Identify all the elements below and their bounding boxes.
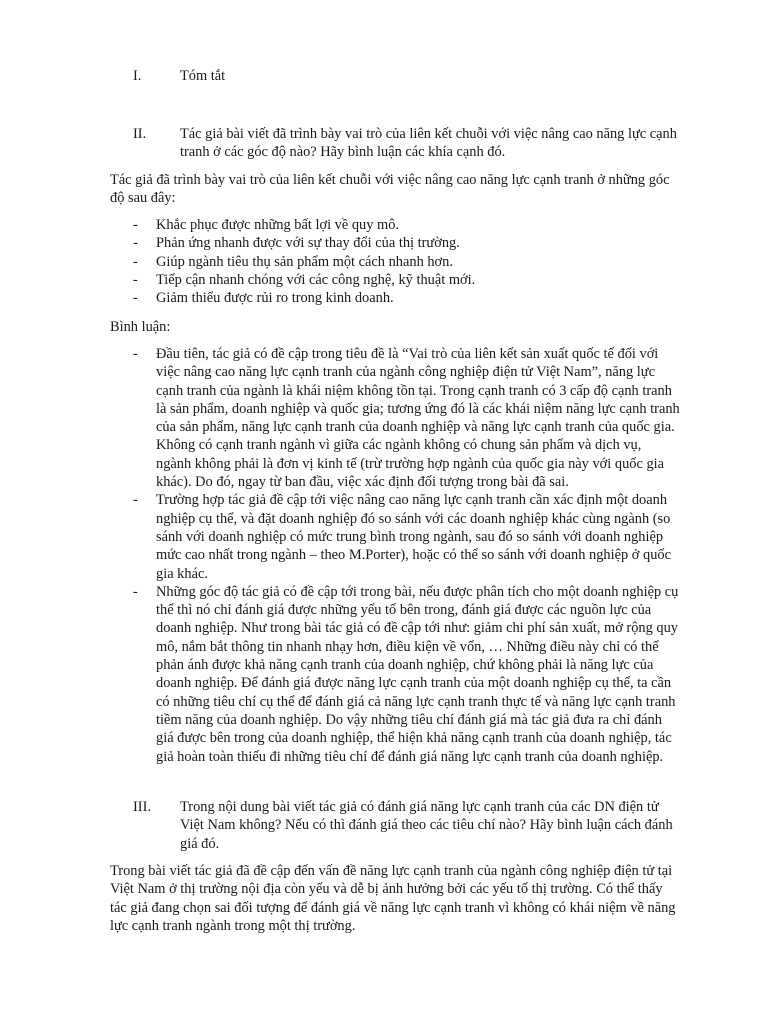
dash-bullet: - — [133, 253, 138, 270]
comment-label: Bình luận: — [110, 319, 171, 335]
comment-text: Đầu tiên, tác giả có đề cập trong tiêu đề là “Vai trò của liên kết sản xuất quốc tế đối với việc nâng cao năng lực cạnh tranh của ngành công nghiệp điện tử Việt Nam”, năng lực cạnh tranh của ngành là khái niệm không tồn tại. Trong cạnh tranh có 3 cấp độ cạnh tranh là sản phẩm, doanh nghiệp và quốc gia; tương ứng đó là các khái niệm năng lực cạnh tranh của sản phẩm, năng lực cạnh tranh của doanh nghiệp và năng lực cạnh tranh của quốc gia. Không có cạnh tranh ngành vì giữa các ngành không có chung sản phẩm và dịch vụ, ngành không phải là đơn vị kinh tế (trừ trường hợp ngành của quốc gia này với quốc gia khác). Do đó, ngay từ ban đầu, việc xác định đối tượng trong bài đã sai. — [156, 346, 680, 491]
section-3-question: Trong nội dung bài viết tác giả có đánh giá năng lực cạnh tranh của các DN điện tử Việt Nam không? Nếu có thì đánh giá theo các tiêu chí nào? Hãy bình luận cách đánh giá đó. — [180, 799, 673, 852]
comment-text: Trường hợp tác giả đề cập tới việc nâng cao năng lực cạnh tranh cần xác định một doanh nghiệp cụ thể, và đặt doanh nghiệp đó so sánh với các doanh nghiệp khác cùng ngành (so sánh với doanh nghiệp có mức trung bình trong ngành, sau đó so sánh với doanh nghiệp mức cao nhất trong ngành – theo M.Porter), hoặc có thể so sánh với doanh nghiệp ở quốc gia khác. — [156, 492, 671, 582]
aspect-text: Phản ứng nhanh được với sự thay đổi của thị trường. — [156, 235, 460, 252]
section-3-number: III. — [133, 799, 151, 815]
aspect-text: Khắc phục được những bất lợi về quy mô. — [156, 217, 400, 233]
list-item — [0, 216, 768, 234]
aspect-text: Tiếp cận nhanh chóng với các công nghệ, kỹ thuật mới. — [156, 271, 476, 288]
list-item — [0, 345, 768, 491]
section-2-number: II. — [133, 126, 147, 142]
dash-bullet: - — [133, 492, 138, 509]
aspect-text: Giảm thiểu được rủi ro trong kinh doanh. — [156, 290, 394, 307]
list-item — [0, 234, 768, 252]
dash-bullet: - — [133, 271, 138, 288]
list-item — [0, 271, 768, 289]
comments-list — [0, 345, 768, 766]
section-1-title: Tóm tắt — [180, 68, 226, 84]
dash-bullet: - — [133, 583, 138, 600]
aspects-list — [0, 216, 768, 307]
section-1-number: I. — [133, 68, 142, 84]
section-2-question: Tác giả bài viết đã trình bày vai trò của liên kết chuỗi với việc nâng cao năng lực cạnh tranh ở các góc độ nào? Hãy bình luận các khía cạnh đó. — [180, 126, 677, 161]
aspect-text: Giúp ngành tiêu thụ sản phẩm một cách nhanh hơn. — [156, 253, 453, 270]
comment-text: Những góc độ tác giả có đề cập tới trong bài, nếu được phân tích cho một doanh nghiệp cụ thể thì nó chỉ đánh giá được những yếu tố bên trong, đánh giá được các nguồn lực của doanh nghiệp. Như trong bài tác giả có đề cập tới như: giảm chi phí sản xuất, mở rộng quy mô, nắm bắt thông tin nhanh nhạy hơn, điều kiện về vốn, … Những điều này chỉ có thể phản ánh được khả năng cạnh tranh của doanh nghiệp, chứ không phải là năng lực của doanh nghiệp. Để đánh giá được năng lực cạnh tranh của một doanh nghiệp cụ thể, ta cần có những tiêu chí cụ thể để đánh giá cả năng lực cạnh tranh thực tế và năng lực cạnh tranh tiềm năng của doanh nghiệp. Do vậy những tiêu chí đánh giá mà tác giả đưa ra chỉ đánh giá được bên trong của doanh nghiệp, thể hiện khả năng cạnh tranh của doanh nghiệp, tác giả hoàn toàn thiếu đi những tiêu chí để đánh giá năng lực cạnh tranh của doanh nghiệp. — [156, 583, 679, 765]
dash-bullet: - — [133, 290, 138, 307]
list-item — [0, 583, 768, 766]
dash-bullet: - — [133, 346, 138, 362]
list-item — [0, 491, 768, 582]
conclusion-paragraph: Trong bài viết tác giả đã đề cập đến vấn đề năng lực cạnh tranh của ngành công nghiệp điện tử tại Việt Nam ở thị trường nội địa còn yếu và dễ bị ảnh hưởng bởi các yếu tố thị trường. Có thể thấy tác giả đang chọn sai đối tượng để đánh giá về năng lực cạnh tranh vì không có khái niệm về năng lực cạnh tranh ngành trong một thị trường. — [110, 863, 676, 934]
list-item — [0, 289, 768, 307]
list-item — [0, 253, 768, 271]
dash-bullet: - — [133, 235, 138, 252]
intro-paragraph: Tác giả đã trình bày vai trò của liên kết chuỗi với việc nâng cao năng lực cạnh tranh ở những góc độ sau đây: — [110, 172, 670, 207]
dash-bullet: - — [133, 217, 138, 233]
